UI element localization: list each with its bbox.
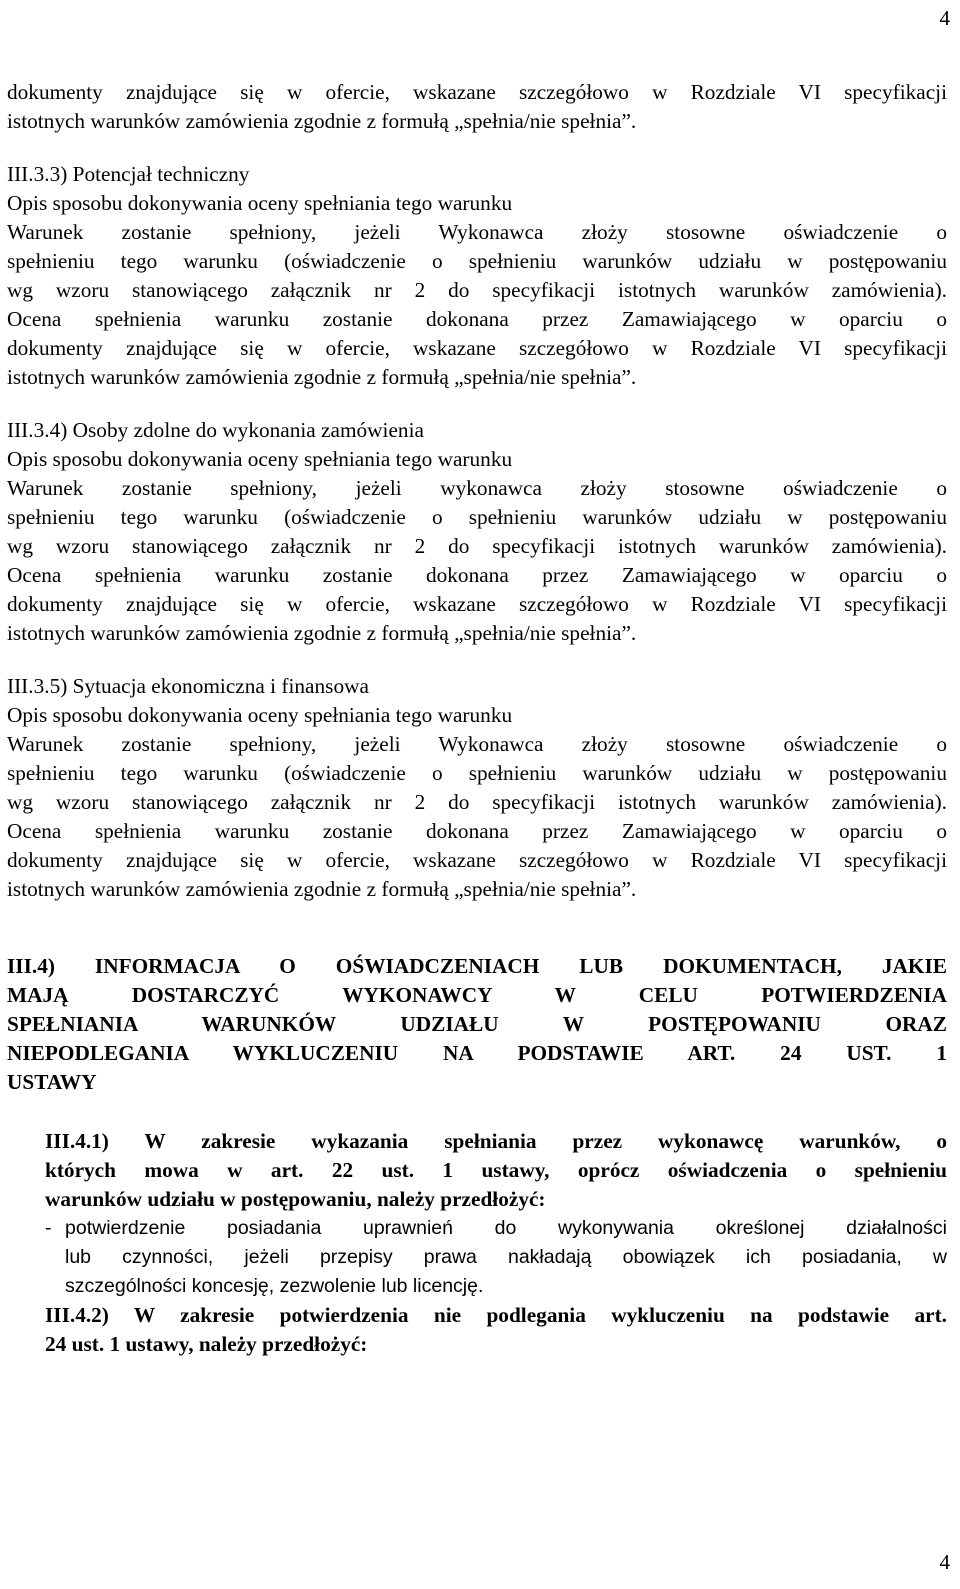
text-line: dokumenty znajdujące się w ofercie, wskazane szczegółowo w Rozdziale VI specyfikacji	[7, 592, 947, 616]
heading-line: 24 ust. 1 ustawy, należy przedłożyć:	[45, 1332, 368, 1356]
text-line: szczególności koncesję, zezwolenie lub licencję.	[65, 1275, 484, 1297]
heading-line: NIEPODLEGANIA WYKLUCZENIU NA PODSTAWIE ART. 24 UST. 1	[7, 1041, 947, 1065]
text-line: Ocena spełnienia warunku zostanie dokonana przez Zamawiającego w oparciu o	[7, 563, 947, 587]
section-III35	[7, 672, 947, 904]
heading-line: USTAWY	[7, 1070, 97, 1094]
section-paragraph	[7, 474, 947, 648]
page-number-top: 4	[939, 6, 950, 30]
text-line: wg wzoru stanowiącego załącznik nr 2 do specyfikacji istotnych warunków zamówienia).	[7, 790, 947, 814]
section-title: III.3.4) Osoby zdolne do wykonania zamówienia	[7, 418, 424, 442]
intro-paragraph	[7, 78, 947, 136]
text-line: Ocena spełnienia warunku zostanie dokonana przez Zamawiającego w oparciu o	[7, 819, 947, 843]
section-paragraph	[7, 218, 947, 392]
text-line: spełnieniu tego warunku (oświadczenie o spełnieniu warunków udziału w postępowaniu	[7, 249, 947, 273]
text-line: dokumenty znajdujące się w ofercie, wskazane szczegółowo w Rozdziale VI specyfikacji	[7, 336, 947, 360]
text-line: wg wzoru stanowiącego załącznik nr 2 do specyfikacji istotnych warunków zamówienia).	[7, 534, 947, 558]
heading-line: których mowa w art. 22 ust. 1 ustawy, oprócz oświadczenia o spełnieniu	[45, 1158, 947, 1182]
heading-line: III.4) INFORMACJA O OŚWIADCZENIACH LUB DOKUMENTACH, JAKIE	[7, 954, 947, 978]
section-III33	[7, 160, 947, 392]
text-line: istotnych warunków zamówienia zgodnie z formułą „spełnia/nie spełnia”.	[7, 877, 637, 901]
section-III34	[7, 416, 947, 648]
document-body	[7, 78, 947, 1359]
heading-line: warunków udziału w postępowaniu, należy przedłożyć:	[45, 1187, 546, 1211]
bullet-item	[45, 1214, 947, 1301]
heading-line: MAJĄ DOSTARCZYĆ WYKONAWCY W CELU POTWIERDZENIA	[7, 983, 947, 1007]
heading-III4	[7, 952, 947, 1097]
text-line: Warunek zostanie spełniony, jeżeli wykonawca złoży stosowne oświadczenie o	[7, 476, 947, 500]
text-line: dokumenty znajdujące się w ofercie, wskazane szczegółowo w Rozdziale VI specyfikacji	[7, 80, 947, 104]
text-line: spełnieniu tego warunku (oświadczenie o spełnieniu warunków udziału w postępowaniu	[7, 761, 947, 785]
subsection-heading	[45, 1127, 947, 1214]
text-line: Warunek zostanie spełniony, jeżeli Wykonawca złoży stosowne oświadczenie o	[7, 220, 947, 244]
text-line: dokumenty znajdujące się w ofercie, wskazane szczegółowo w Rozdziale VI specyfikacji	[7, 848, 947, 872]
heading-line: III.4.2) W zakresie potwierdzenia nie podlegania wykluczeniu na podstawie art.	[45, 1303, 947, 1327]
heading-line: SPEŁNIANIA WARUNKÓW UDZIAŁU W POSTĘPOWANIU ORAZ	[7, 1012, 947, 1036]
text-line: spełnieniu tego warunku (oświadczenie o spełnieniu warunków udziału w postępowaniu	[7, 505, 947, 529]
text-line: Warunek zostanie spełniony, jeżeli Wykonawca złoży stosowne oświadczenie o	[7, 732, 947, 756]
text-line: istotnych warunków zamówienia zgodnie z formułą „spełnia/nie spełnia”.	[7, 365, 637, 389]
text-line: wg wzoru stanowiącego załącznik nr 2 do specyfikacji istotnych warunków zamówienia).	[7, 278, 947, 302]
text-line: Ocena spełnienia warunku zostanie dokonana przez Zamawiającego w oparciu o	[7, 307, 947, 331]
bullet-dash: -	[45, 1217, 52, 1239]
page-number-bottom: 4	[939, 1550, 950, 1574]
section-title: III.3.3) Potencjał techniczny	[7, 162, 250, 186]
heading-line: III.4.1) W zakresie wykazania spełniania przez wykonawcę warunków, o	[45, 1129, 947, 1153]
method-heading: Opis sposobu dokonywania oceny spełniania tego warunku	[7, 703, 513, 727]
text-line: lub czynności, jeżeli przepisy prawa nakładają obowiązek ich posiadania, w	[65, 1246, 947, 1268]
method-heading: Opis sposobu dokonywania oceny spełniania tego warunku	[7, 191, 513, 215]
subsection-III42-heading	[45, 1301, 947, 1359]
section-paragraph	[7, 730, 947, 904]
section-title: III.3.5) Sytuacja ekonomiczna i finansowa	[7, 674, 369, 698]
subsection-III41	[45, 1127, 947, 1359]
method-heading: Opis sposobu dokonywania oceny spełniania tego warunku	[7, 447, 513, 471]
text-line: istotnych warunków zamówienia zgodnie z formułą „spełnia/nie spełnia”.	[7, 621, 637, 645]
text-line: istotnych warunków zamówienia zgodnie z formułą „spełnia/nie spełnia”.	[7, 109, 637, 133]
text-line: potwierdzenie posiadania uprawnień do wykonywania określonej działalności	[65, 1217, 947, 1239]
